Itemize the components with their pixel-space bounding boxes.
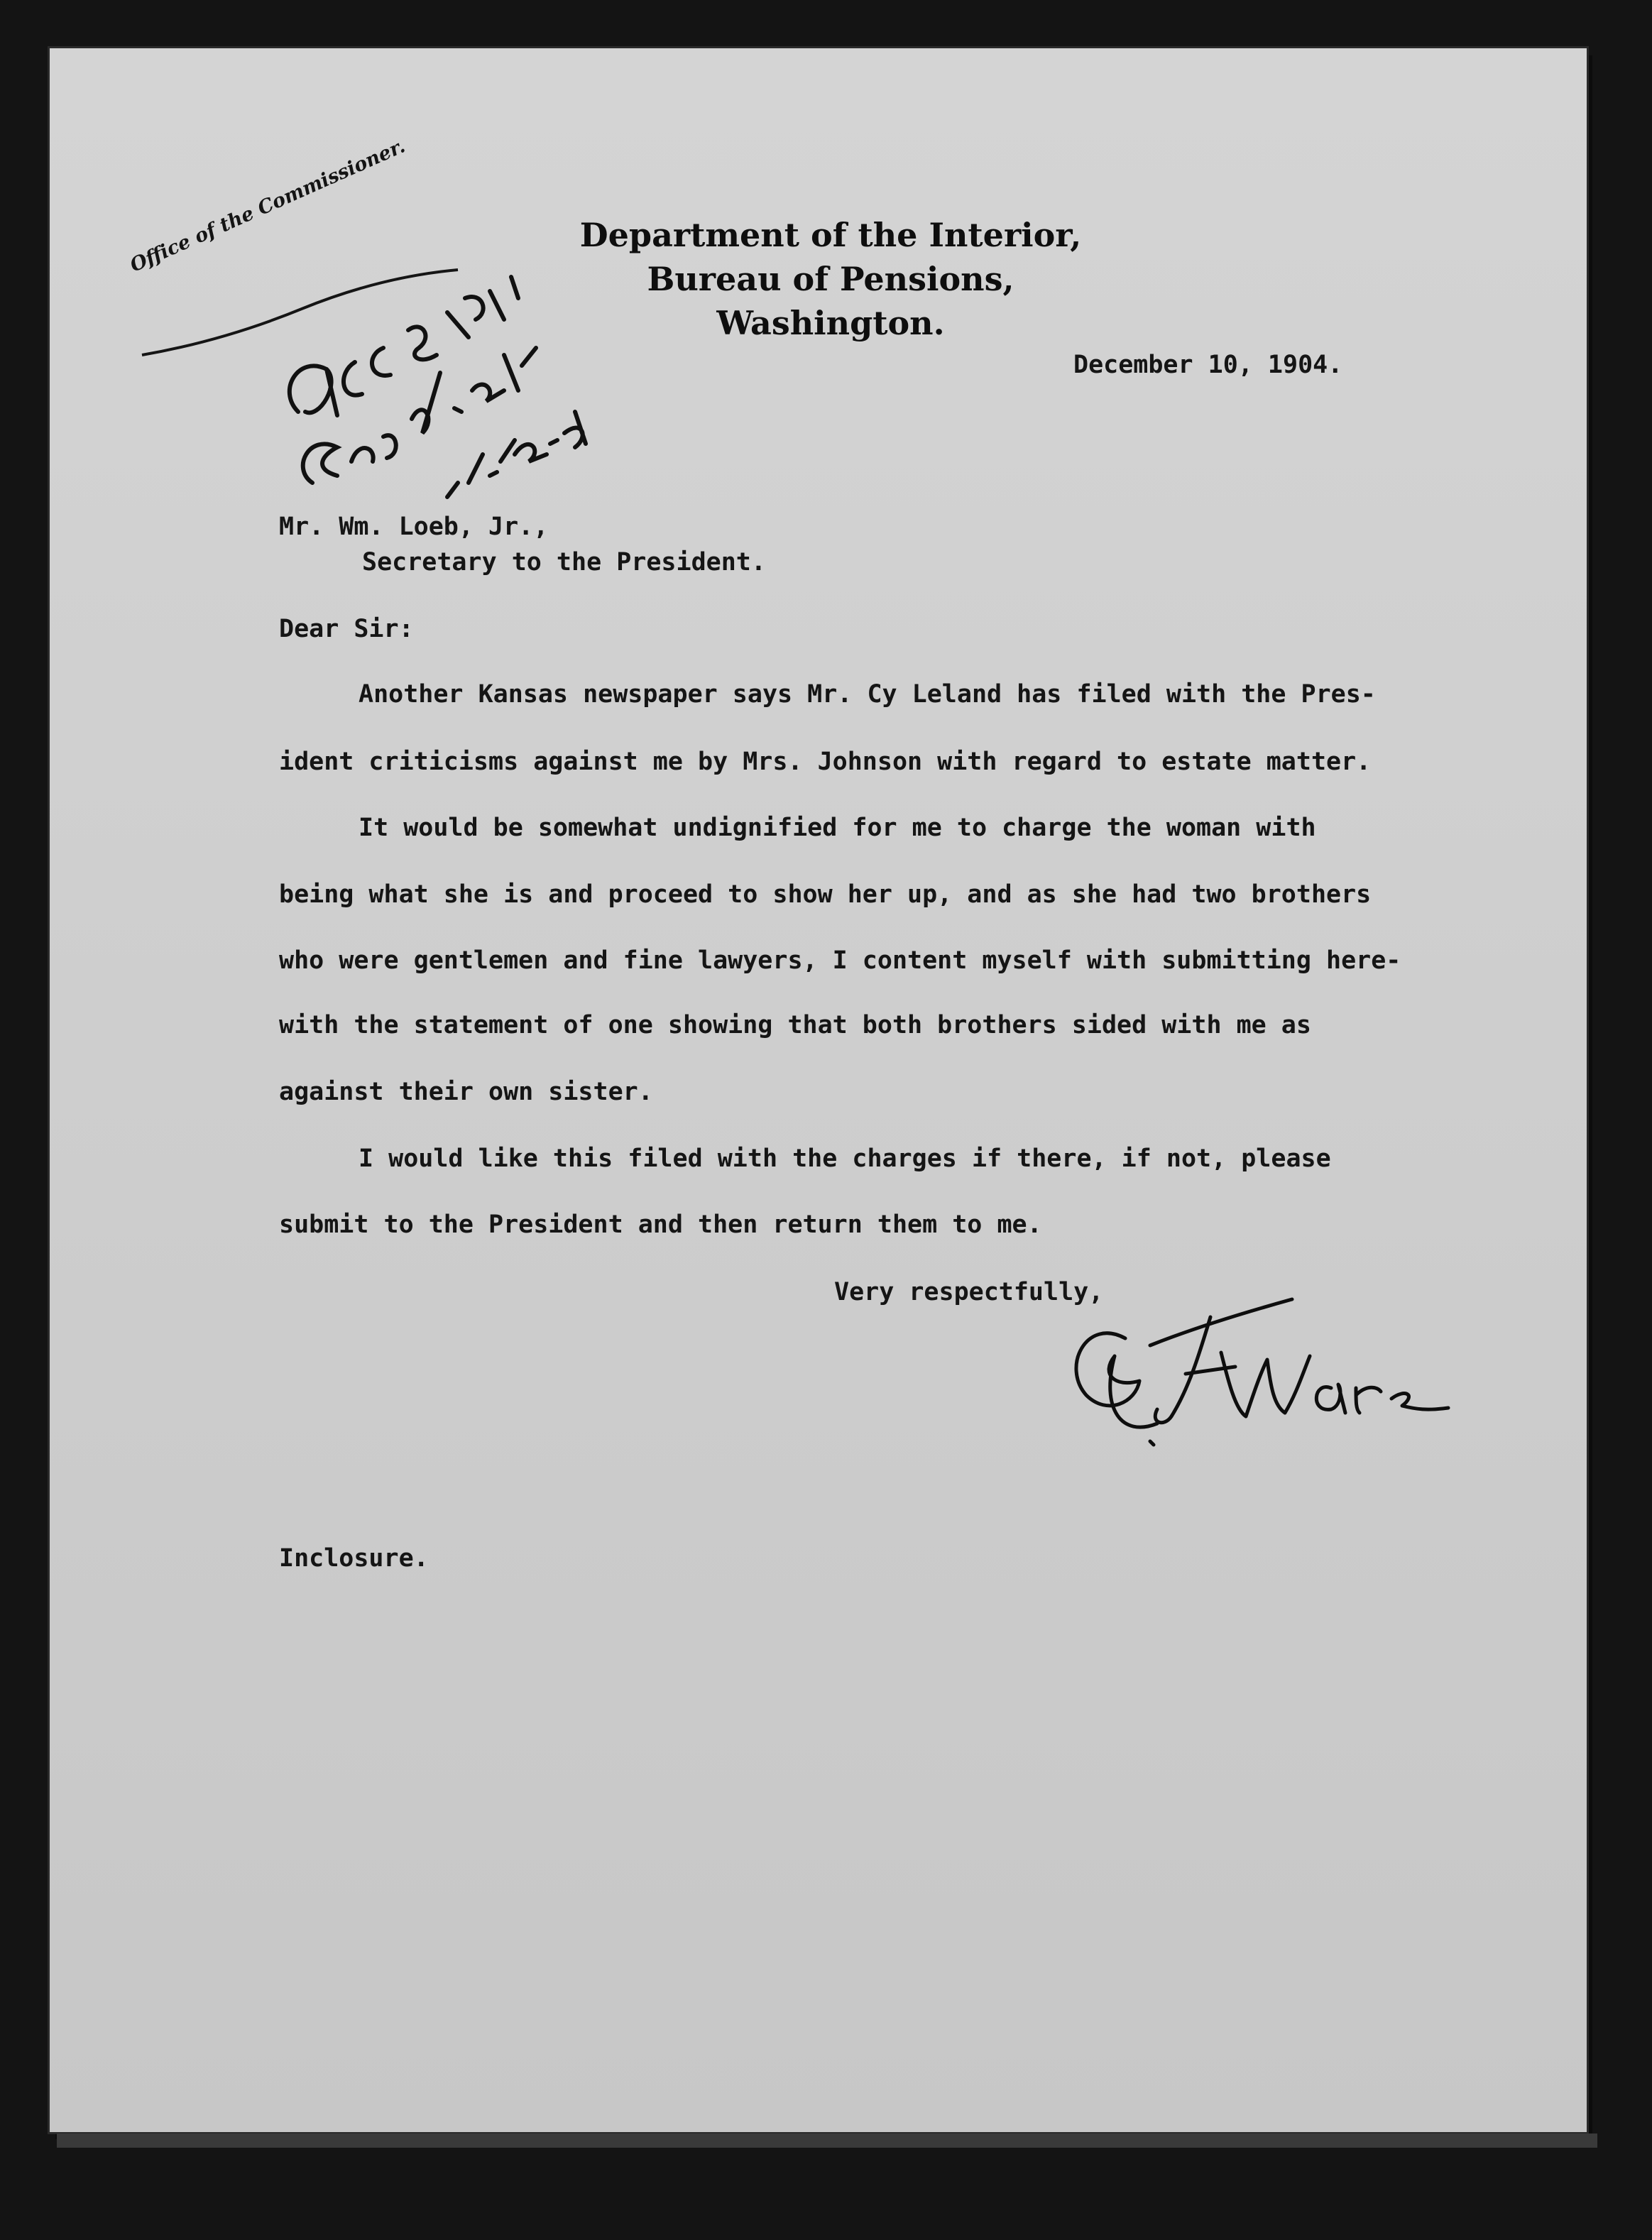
recipient-title: Secretary to the President. [362,548,766,577]
body-line: against their own sister. [279,1078,653,1106]
recipient-name: Mr. Wm. Loeb, Jr., [279,513,549,541]
body-line: with the statement of one showing that both brothers sided with me as [279,1011,1311,1039]
letterhead [511,213,1150,345]
salutation: Dear Sir: [279,615,414,643]
body-line: Another Kansas newspaper says Mr. Cy Leland has filed with the Pres- [359,680,1376,709]
body-line: being what she is and proceed to show her up, and as she had two brothers [279,880,1372,909]
body-line: It would be somewhat undignified for me to charge the woman with [359,814,1316,842]
letterhead-department: Department of the Interior, [579,216,1082,254]
body-line: who were gentlemen and fine lawyers, I content myself with submitting here- [279,946,1401,975]
letterhead-city: Washington. [716,304,945,342]
office-stamp: Office of the Commissioner. [126,135,409,277]
letter-date: December 10, 1904. [1073,351,1343,379]
letterhead-bureau: Bureau of Pensions, [647,260,1014,298]
body-line: ident criticisms against me by Mrs. Johnson with regard to estate matter. [279,748,1372,776]
closing: Very respectfully, [834,1278,1104,1306]
signature [1058,1289,1455,1452]
enclosure-note: Inclosure. [279,1544,429,1573]
body-line: submit to the President and then return them to me. [279,1211,1042,1239]
sheet-shadow [57,2134,1597,2148]
handwritten-annotation [270,248,596,518]
body-line: I would like this filed with the charges if there, if not, please [359,1144,1331,1173]
